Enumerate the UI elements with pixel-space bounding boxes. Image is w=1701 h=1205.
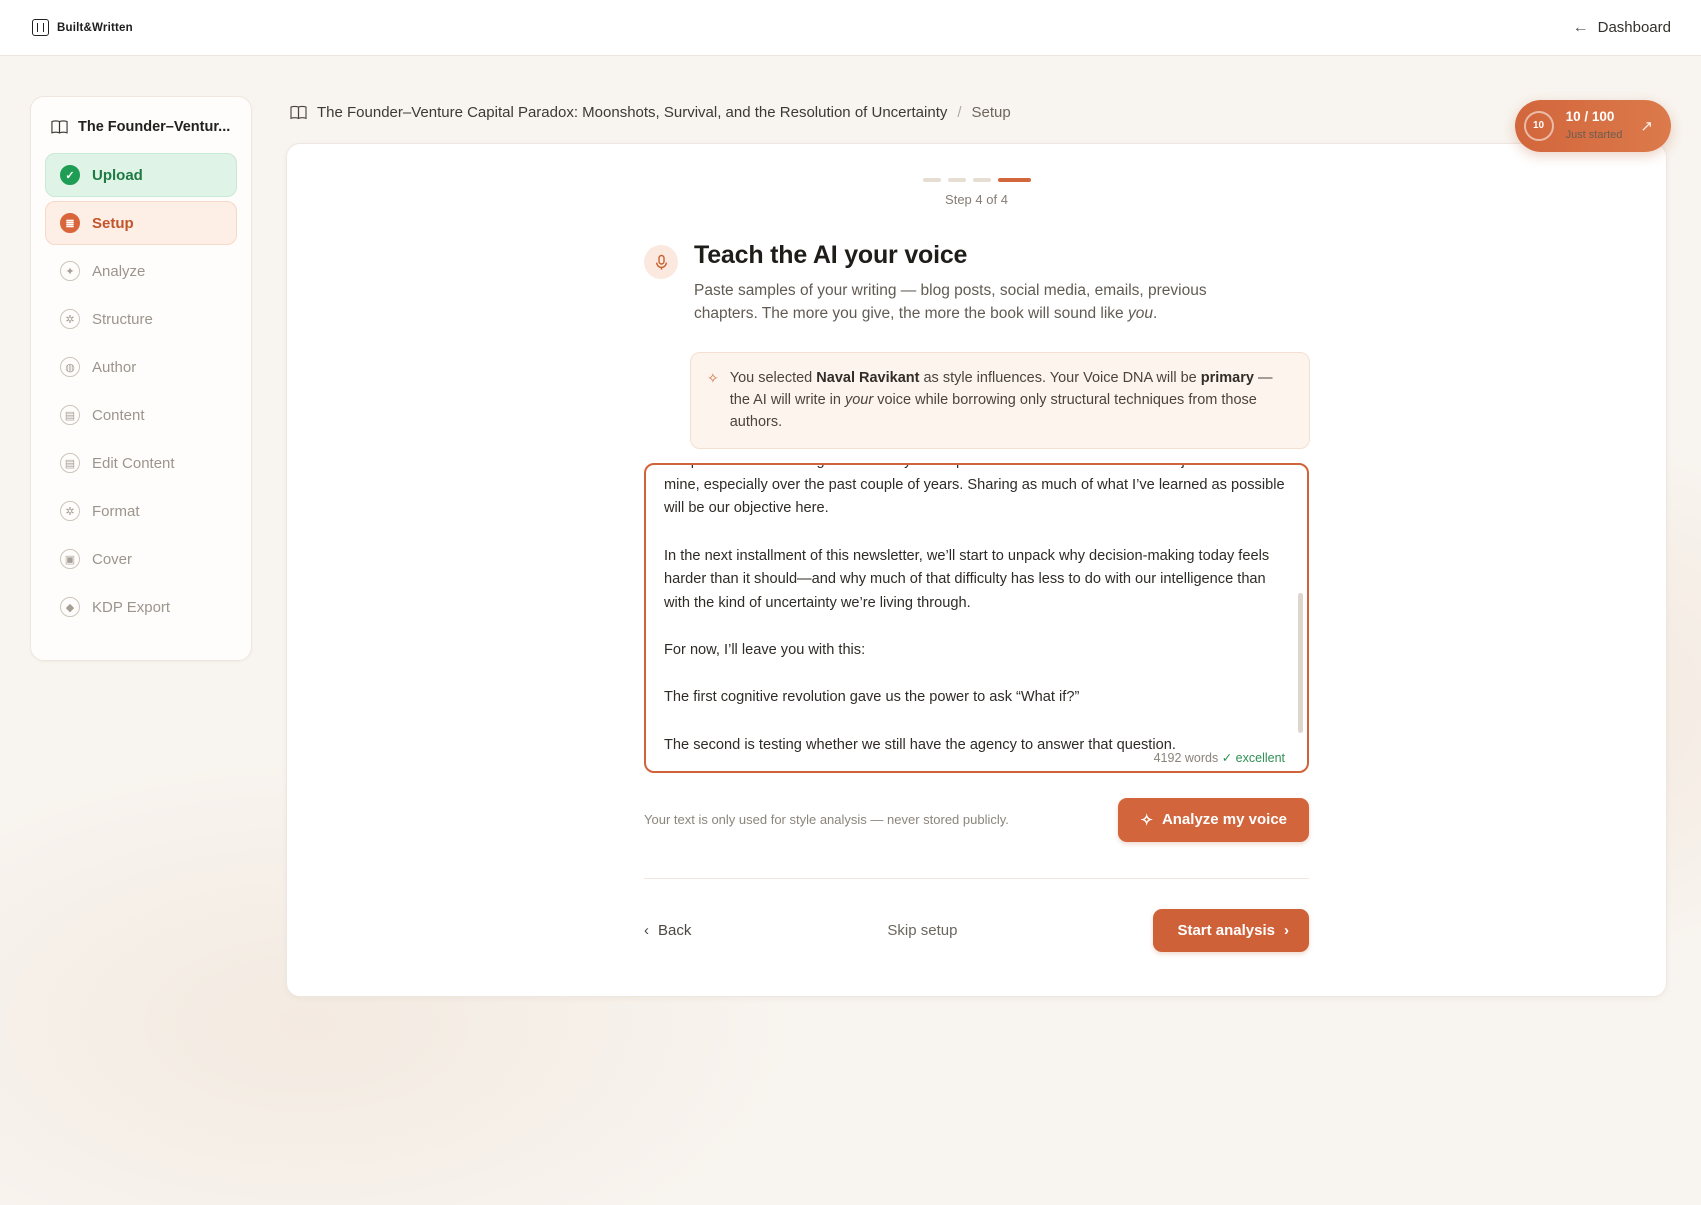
- main-content: [286, 96, 1667, 997]
- wand-icon: ✦: [60, 261, 80, 281]
- notice-text: [730, 367, 1293, 433]
- score-ring: 10: [1524, 111, 1554, 141]
- gear-icon: ✲: [60, 309, 80, 329]
- step-dot-3[interactable]: [973, 178, 991, 182]
- user-icon: ◍: [60, 357, 80, 377]
- brand-logo[interactable]: [32, 19, 133, 36]
- notice-mid: as style influences. Your Voice DNA will be: [919, 369, 1201, 386]
- sidebar-item-kdp-export[interactable]: [45, 585, 237, 629]
- check-circle-icon: ✓: [60, 165, 80, 185]
- quality-badge: ✓ excellent: [1221, 750, 1285, 765]
- breadcrumb: [290, 104, 1667, 121]
- sidebar-item-edit-content[interactable]: [45, 441, 237, 485]
- dashboard-label: Dashboard: [1597, 19, 1671, 36]
- sidebar-item-cover[interactable]: [45, 537, 237, 581]
- sidebar-item-label: Analyze: [92, 262, 146, 280]
- brand-name: Built&Written: [57, 21, 133, 34]
- notice-tail-emphasis: your: [844, 391, 874, 408]
- back-label: Back: [658, 921, 692, 939]
- step-dot-4[interactable]: [998, 178, 1031, 182]
- sidebar-item-label: Format: [92, 502, 140, 520]
- image-icon: ▣: [60, 549, 80, 569]
- breadcrumb-separator: /: [957, 104, 962, 121]
- subtitle-text-1: Paste samples of your writing — blog posts, social media, emails, previous chapters. The more you give, the more the book will sound like: [694, 282, 1207, 322]
- sparkles-icon: ✧: [1140, 811, 1153, 829]
- notice-tail-2: voice while borrowing only structural techniques from those authors.: [729, 391, 1257, 430]
- sidebar: [30, 96, 252, 661]
- style-influence-notice: [690, 352, 1310, 449]
- sidebar-item-label: KDP Export: [92, 598, 171, 616]
- skip-setup-button[interactable]: Skip setup: [887, 921, 958, 939]
- sidebar-item-upload[interactable]: [45, 153, 237, 197]
- score-value: 10 / 100: [1565, 109, 1615, 124]
- step-dots: [923, 178, 1031, 182]
- notice-author: Naval Ravikant: [816, 369, 920, 386]
- notice-tail-1: — the AI will write in: [729, 369, 1273, 408]
- sidebar-item-label: Upload: [92, 166, 143, 184]
- breadcrumb-book-title[interactable]: The Founder–Venture Capital Paradox: Moonshots, Survival, and the Resolution of Uncertainty: [317, 104, 948, 121]
- analyze-voice-label: Analyze my voice: [1161, 811, 1287, 829]
- notice-lead: You selected: [729, 369, 817, 386]
- sidebar-item-format[interactable]: [45, 489, 237, 533]
- subtitle-emphasis: you: [1127, 304, 1153, 322]
- sidebar-item-structure[interactable]: [45, 297, 237, 341]
- chevron-left-icon: ‹: [644, 921, 649, 939]
- book-icon: [51, 119, 68, 135]
- top-bar: [0, 0, 1701, 56]
- sidebar-item-author[interactable]: [45, 345, 237, 389]
- document-edit-icon: ▤: [60, 453, 80, 473]
- breadcrumb-current: Setup: [971, 104, 1011, 121]
- voice-panel: [644, 241, 1309, 952]
- start-analysis-button[interactable]: [1153, 909, 1309, 952]
- sidebar-item-label: Content: [92, 406, 145, 424]
- sidebar-steps: [45, 153, 237, 629]
- word-count-status: [1152, 749, 1287, 766]
- box-icon: ◆: [60, 597, 80, 617]
- sidebar-item-setup[interactable]: [45, 201, 237, 245]
- sidebar-item-analyze[interactable]: [45, 249, 237, 293]
- setup-card: [286, 143, 1667, 997]
- voice-sample-area: [644, 463, 1309, 778]
- dashboard-link[interactable]: [1573, 19, 1671, 37]
- sidebar-project-title: [45, 115, 237, 135]
- sidebar-project-name: The Founder–Ventur...: [78, 119, 231, 135]
- back-button[interactable]: [644, 922, 691, 939]
- page-body: [0, 56, 1701, 997]
- sidebar-item-content[interactable]: [45, 393, 237, 437]
- privacy-note: Your text is only used for style analysis — never stored publicly.: [644, 812, 1009, 828]
- sidebar-item-label: Structure: [92, 310, 153, 328]
- score-status: Just started: [1565, 128, 1623, 141]
- step-label: Step 4 of 4: [945, 192, 1008, 207]
- sidebar-item-label: Author: [92, 358, 137, 376]
- panel-subtitle: [694, 280, 1259, 326]
- microphone-icon: [644, 245, 678, 279]
- sidebar-item-label: Edit Content: [92, 454, 175, 472]
- document-icon: ▤: [60, 405, 80, 425]
- start-analysis-label: Start analysis: [1177, 921, 1275, 939]
- divider: [644, 878, 1309, 879]
- gear-icon: ✲: [60, 501, 80, 521]
- sidebar-item-label: Cover: [92, 550, 133, 568]
- breadcrumb-book-icon: [290, 105, 307, 120]
- voice-sample-input[interactable]: [644, 463, 1309, 773]
- wizard-footer: [644, 909, 1309, 952]
- notice-strength: primary: [1200, 369, 1254, 386]
- textarea-scrollbar[interactable]: [1298, 593, 1303, 733]
- analyze-row: [644, 798, 1309, 842]
- chevron-right-icon: ›: [1284, 921, 1289, 939]
- panel-header: [644, 241, 1309, 326]
- book-logo-icon: [32, 19, 49, 36]
- score-badge[interactable]: [1515, 100, 1671, 152]
- sliders-icon: ≣: [60, 213, 80, 233]
- trend-up-icon: ↗: [1640, 117, 1653, 135]
- step-dot-1[interactable]: [923, 178, 941, 182]
- page-title: Teach the AI your voice: [694, 241, 968, 269]
- sparkles-icon: ✧: [707, 369, 719, 386]
- analyze-voice-button[interactable]: [1118, 798, 1309, 842]
- sidebar-item-label: Setup: [92, 214, 134, 232]
- arrow-left-icon: ←: [1572, 18, 1589, 36]
- step-indicator: [287, 178, 1666, 207]
- step-dot-2[interactable]: [948, 178, 966, 182]
- word-count: 4192 words: [1153, 750, 1219, 765]
- subtitle-text-2: .: [1152, 304, 1158, 322]
